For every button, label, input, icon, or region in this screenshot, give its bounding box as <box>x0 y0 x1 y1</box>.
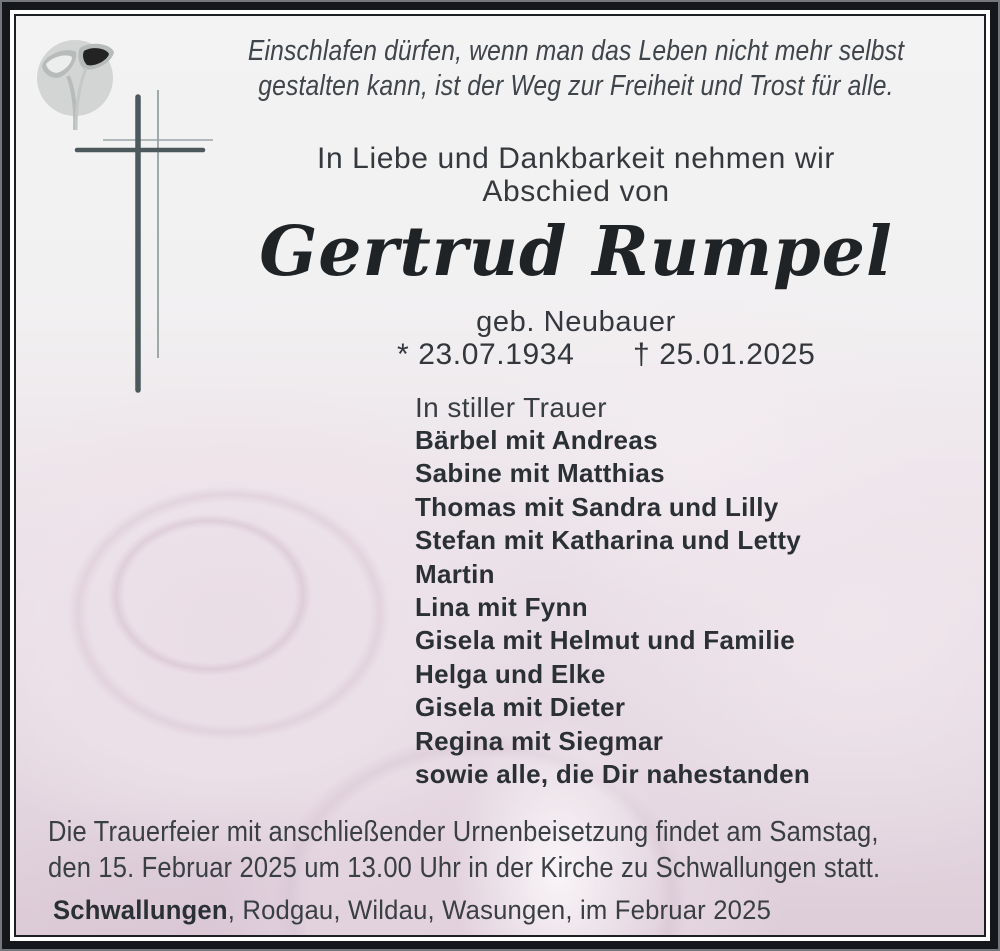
opening-quote <box>236 34 916 104</box>
footer-rest: , Rodgau, Wildau, Wasungen, im Februar 2025 <box>227 895 772 925</box>
mourner-line: Bärbel mit Andreas <box>415 425 658 455</box>
mourning-intro: In stiller Trauer <box>415 392 607 423</box>
footer-location: Schwallungen <box>53 895 228 925</box>
birth-date-value: 23.07.1934 <box>418 338 575 371</box>
mourner-line: Lina mit Fynn <box>415 592 588 623</box>
funeral-line-2: den 15. Februar 2025 um 13.00 Uhr in der Kirche zu Schwallungen statt. <box>48 851 881 884</box>
mourner-line: Regina mit Siegmar <box>415 725 664 756</box>
quote-line-2: gestalten kann, ist der Weg zur Freiheit und Trost für alle. <box>258 70 894 102</box>
obituary-content <box>14 14 986 937</box>
mourner-line: sowie alle, die Dir nahestanden <box>415 759 811 790</box>
intro-line-1: In Liebe und Dankbarkeit nehmen wir <box>317 142 835 175</box>
mourners-list <box>415 424 810 791</box>
mourner-line: Stefan mit Katharina und Letty <box>415 525 802 556</box>
frame-white-gap <box>10 10 990 941</box>
mourner-line: Martin <box>415 558 495 589</box>
deceased-name: Gertrud Rumpel <box>259 212 893 292</box>
mourner-line: Gisela mit Dieter <box>415 692 626 723</box>
mourner-line: Helga und Elke <box>415 658 606 689</box>
mourner-line: Thomas mit Sandra und Lilly <box>415 491 779 522</box>
maiden-name: geb. Neubauer <box>476 306 676 338</box>
quote-line-1: Einschlafen dürfen, wenn man das Leben nicht mehr selbst <box>247 35 905 67</box>
funeral-info <box>48 815 986 886</box>
birth-date <box>397 338 574 372</box>
mourner-line: Sabine mit Matthias <box>415 458 665 489</box>
death-date-value: 25.01.2025 <box>659 338 816 371</box>
death-date <box>633 338 815 372</box>
mourner-line: Gisela mit Helmut und Familie <box>415 625 795 656</box>
footer-line <box>53 895 908 926</box>
death-symbol: † <box>633 338 651 371</box>
birth-symbol: * <box>397 338 410 371</box>
intro-line-2: Abschied von <box>482 175 670 208</box>
funeral-line-1: Die Trauerfeier mit anschließender Urnenbeisetzung findet am Samstag, <box>48 816 879 848</box>
intro-text <box>181 142 971 208</box>
